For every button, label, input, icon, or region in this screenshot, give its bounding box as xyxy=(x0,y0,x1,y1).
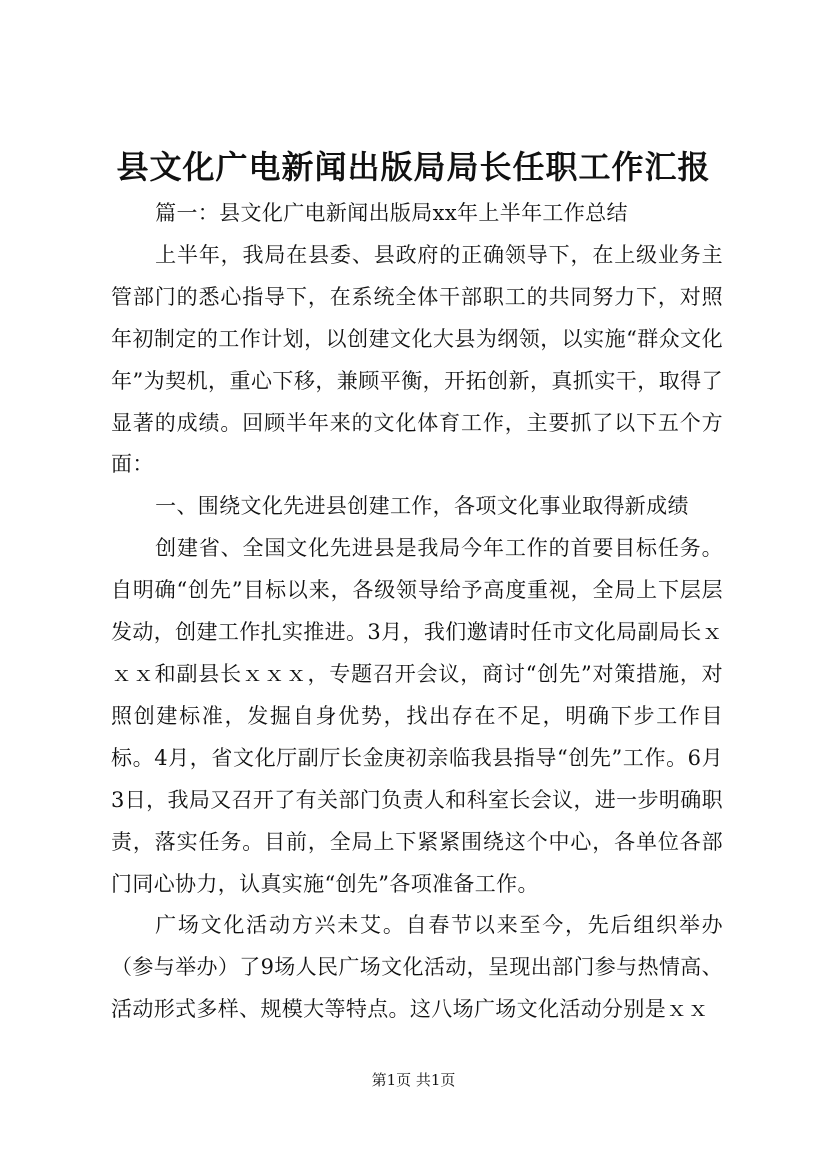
body-paragraph: 创建省、全国文化先进县是我局今年工作的首要目标任务。自明确“创先”目标以来，各级领导给予高度重视，全局上下层层发动，创建工作扎实推进。3月，我们邀请时任市文化局副局长ｘｘｘ和副县长ｘｘｘ，专题召开会议，商讨“创先”对策措施，对照创建标准，发掘自身优势，找出存在不足，明确下步工作目标。4月，省文化厅副厅长金庚初亲临我县指导“创先”工作。6月3日，我局又召开了有关部门负责人和科室长会议，进一步明确职责，落实任务。目前，全局上下紧紧围绕这个中心，各单位各部门同心协力，认真实施“创先”各项准备工作。 xyxy=(111,536,723,896)
body-paragraph: 广场文化活动方兴未艾。自春节以来至今，先后组织举办（参与举办）了9场人民广场文化活动，呈现出部门参与热情高、活动形式多样、规模大等特点。这八场广场文化活动分别是ｘｘ xyxy=(111,913,723,1022)
document-title: 县文化广电新闻出版局局长任职工作汇报 xyxy=(116,148,711,186)
document-body xyxy=(111,193,723,1031)
section-heading: 篇一：县文化广电新闻出版局xx年上半年工作总结 xyxy=(155,201,628,225)
page-footer: 第1页 共1页 xyxy=(371,1071,456,1089)
section-heading: 一、围绕文化先进县创建工作，各项文化事业取得新成绩 xyxy=(155,494,689,519)
body-paragraph: 上半年，我局在县委、县政府的正确领导下，在上级业务主管部门的悉心指导下，在系统全体干部职工的共同努力下，对照年初制定的工作计划，以创建文化大县为纲领，以实施“群众文化年”为契机，重心下移，兼顾平衡，开拓创新，真抓实干，取得了显著的成绩。回顾半年来的文化体育工作，主要抓了以下五个方面： xyxy=(111,242,723,477)
